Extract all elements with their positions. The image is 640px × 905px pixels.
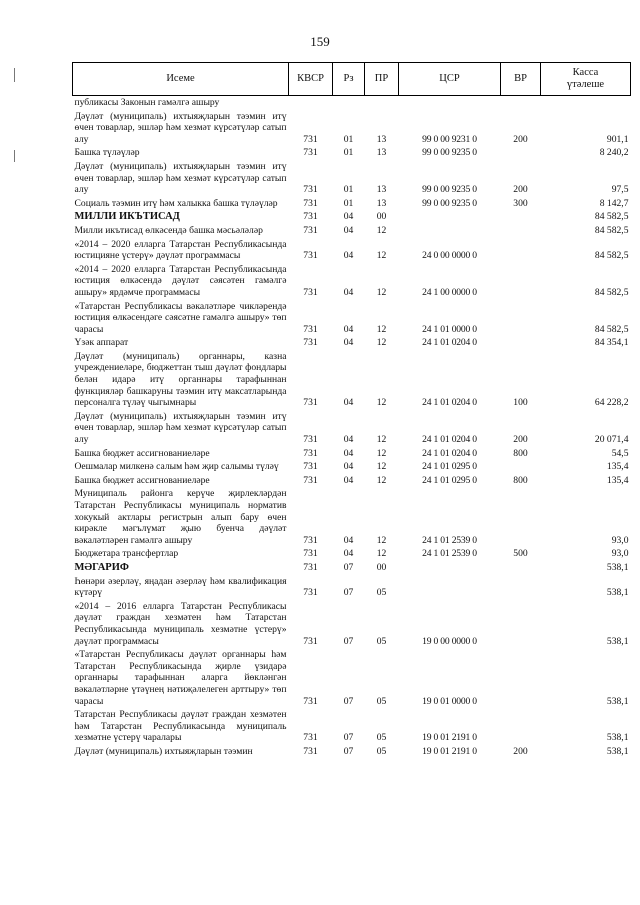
row-pr: 13 — [376, 133, 387, 145]
table-row — [73, 110, 631, 147]
row-name: Социаль тәэмин итү һәм халыкка башка түләүләр — [74, 197, 278, 209]
row-rz: 04 — [343, 434, 354, 446]
row-name: Һөнәри әзерләү, яңадан әзерләү һәм квалификация күтәрү — [74, 575, 287, 599]
row-kvsr: 731 — [303, 732, 318, 744]
row-name: «2014 – 2020 елларга Татарстан Республикасында юстиция өлкәсендә дәүләт сәясәтен гамәлгә ашыру» ярдәмче программасы — [74, 263, 287, 298]
row-kvsr: 731 — [303, 635, 318, 647]
row-pr: 12 — [376, 224, 387, 236]
row-vr: 800 — [513, 447, 528, 459]
row-amount: 901,1 — [606, 133, 629, 145]
row-pr: 12 — [376, 337, 387, 349]
row-rz: 04 — [343, 461, 354, 473]
table-row — [73, 336, 631, 350]
row-rz: 04 — [343, 447, 354, 459]
row-kvsr: 731 — [303, 434, 318, 446]
row-rz: 07 — [343, 695, 354, 707]
row-csr: 99 0 00 9235 0 — [422, 184, 477, 196]
row-pr: 12 — [376, 534, 387, 546]
col-header-amount-line1: Касса — [572, 67, 599, 79]
row-rz: 04 — [343, 211, 354, 223]
row-csr: 24 1 01 0204 0 — [422, 397, 477, 409]
col-header-vr: ВР — [501, 63, 541, 96]
row-kvsr: 731 — [303, 197, 318, 209]
row-kvsr: 731 — [303, 397, 318, 409]
row-rz: 04 — [343, 323, 354, 335]
row-csr: 19 0 01 0000 0 — [422, 695, 477, 707]
table-header-row — [73, 63, 631, 96]
row-kvsr: 731 — [303, 184, 318, 196]
row-kvsr: 731 — [303, 133, 318, 145]
col-header-amount-line2: үтәлеше — [566, 79, 605, 90]
row-kvsr: 731 — [303, 587, 318, 599]
row-pr: 12 — [376, 250, 387, 262]
row-vr: 200 — [513, 184, 528, 196]
row-amount: 538,1 — [606, 587, 629, 599]
table-row — [73, 238, 631, 263]
row-kvsr: 731 — [303, 224, 318, 236]
col-header-rz: Рз — [333, 63, 365, 96]
row-csr: 24 1 01 0000 0 — [422, 323, 477, 335]
row-csr: 99 0 00 9235 0 — [422, 147, 477, 159]
row-name: публикасы Законын гамәлгә ашыру — [74, 97, 220, 108]
row-csr: 24 1 01 2539 0 — [422, 548, 477, 560]
table-row — [73, 648, 631, 708]
budget-table — [72, 62, 631, 758]
row-name: МИЛЛИ ИКЪТИСАД — [74, 211, 180, 223]
row-name: Башка түләүләр — [74, 147, 140, 159]
row-vr — [501, 263, 541, 300]
table-row — [73, 447, 631, 461]
table-row — [73, 197, 631, 211]
row-name: Татарстан Республикасы дәүләт граждан хезмәтен һәм Татарстан Республикасында муниципаль хезмәтне үстерү чаралары — [74, 709, 287, 744]
row-name: Милли икътисад өлкәсендә башка мәсьәләләр — [74, 224, 263, 236]
row-csr — [399, 224, 501, 238]
table-row — [73, 487, 631, 547]
col-header-name: Исеме — [73, 63, 289, 96]
row-kvsr: 731 — [303, 250, 318, 262]
row-vr — [501, 96, 541, 110]
row-pr — [365, 96, 399, 110]
row-csr: 24 1 01 2539 0 — [422, 534, 477, 546]
row-csr: 24 0 00 0000 0 — [422, 250, 477, 262]
row-name: «2014 – 2020 елларга Татарстан Республикасында юстицияне үстерү» дәүләт программасы — [74, 238, 287, 262]
row-kvsr: 731 — [303, 211, 318, 223]
row-pr: 12 — [376, 323, 387, 335]
row-name: «Татарстан Республикасы дәүләт органнары һәм Татарстан Республикасында җирле үзидарә органнары тарафыннан аларга йөкләнгән вәкаләтләрне үтәүнең нәтиҗәлелеген арттыру» төп чарасы — [74, 649, 287, 707]
row-pr: 13 — [376, 197, 387, 209]
row-pr: 12 — [376, 474, 387, 486]
row-amount — [541, 96, 631, 110]
row-amount: 54,5 — [611, 447, 629, 459]
table-row — [73, 708, 631, 745]
row-rz: 01 — [343, 147, 354, 159]
row-csr: 19 0 01 2191 0 — [422, 745, 477, 757]
row-kvsr: 731 — [303, 548, 318, 560]
row-amount: 538,1 — [606, 732, 629, 744]
row-kvsr: 731 — [303, 534, 318, 546]
row-rz: 04 — [343, 474, 354, 486]
row-csr: 19 0 01 2191 0 — [422, 732, 477, 744]
table-row — [73, 547, 631, 561]
row-csr: 99 0 00 9235 0 — [422, 197, 477, 209]
row-rz: 04 — [343, 534, 354, 546]
row-vr: 300 — [513, 197, 528, 209]
row-amount: 538,1 — [606, 635, 629, 647]
row-vr — [501, 300, 541, 337]
row-amount: 84 582,5 — [594, 323, 629, 335]
row-vr: 100 — [513, 397, 528, 409]
row-csr: 99 0 00 9231 0 — [422, 133, 477, 145]
row-amount: 84 582,5 — [594, 286, 629, 298]
row-amount: 8 142,7 — [599, 197, 629, 209]
row-rz: 01 — [343, 184, 354, 196]
row-csr — [399, 575, 501, 600]
row-amount: 84 582,5 — [594, 211, 629, 223]
section-row — [73, 210, 631, 224]
row-rz: 07 — [343, 635, 354, 647]
table-row — [73, 410, 631, 447]
row-pr: 05 — [376, 745, 387, 757]
row-vr: 800 — [513, 474, 528, 486]
row-pr: 00 — [376, 211, 387, 223]
row-rz: 01 — [343, 197, 354, 209]
row-amount: 135,4 — [606, 461, 629, 473]
row-kvsr: 731 — [303, 461, 318, 473]
margin-mark — [14, 150, 15, 162]
col-header-amount — [541, 63, 631, 96]
row-amount: 64 228,2 — [594, 397, 629, 409]
row-amount: 97,5 — [611, 184, 629, 196]
row-name: Үзәк аппарат — [74, 337, 129, 349]
row-name: Башка бюджет ассигнованиеләре — [74, 474, 210, 486]
row-amount: 93,0 — [611, 534, 629, 546]
row-pr: 05 — [376, 587, 387, 599]
row-pr: 05 — [376, 732, 387, 744]
row-amount: 20 071,4 — [594, 434, 629, 446]
row-csr: 19 0 00 0000 0 — [422, 635, 477, 647]
row-csr: 24 1 01 0204 0 — [422, 337, 477, 349]
row-csr — [399, 210, 501, 224]
col-header-kvsr: КВСР — [289, 63, 333, 96]
row-vr — [501, 708, 541, 745]
row-rz: 07 — [343, 587, 354, 599]
row-pr: 13 — [376, 184, 387, 196]
row-amount: 135,4 — [606, 474, 629, 486]
row-rz: 04 — [343, 337, 354, 349]
table-row — [73, 600, 631, 648]
row-amount: 538,1 — [606, 561, 629, 573]
row-vr — [501, 238, 541, 263]
col-header-pr: ПР — [365, 63, 399, 96]
row-pr: 12 — [376, 447, 387, 459]
row-name: «2014 – 2016 елларга Татарстан Республикасы дәүләт граждан хезмәтен һәм Татарстан Республикасында муниципаль хезмәтне үстерү» дәүләт программасы — [74, 600, 287, 647]
table-row — [73, 474, 631, 488]
row-vr: 200 — [513, 133, 528, 145]
table-body — [73, 96, 631, 759]
row-kvsr: 731 — [303, 745, 318, 757]
row-name: Дәүләт (муниципаль) органнары, казна учреждениеләре, бюджеттан тыш дәүләт фондлары белән идарә итү органнары тарафыннан функцияләр башкаруны тәэмин итү максатларында персоналга түләү чыгымнары — [74, 350, 287, 409]
row-pr: 05 — [376, 635, 387, 647]
row-amount: 84 582,5 — [594, 250, 629, 262]
table-row — [73, 300, 631, 337]
row-amount: 93,0 — [611, 548, 629, 560]
row-vr — [501, 224, 541, 238]
row-csr: 24 1 00 0000 0 — [422, 286, 477, 298]
row-csr: 24 1 01 0204 0 — [422, 447, 477, 459]
row-rz: 07 — [343, 561, 354, 573]
row-pr: 00 — [376, 561, 387, 573]
table-row — [73, 160, 631, 197]
row-amount: 8 240,2 — [599, 147, 629, 159]
row-name: Дәүләт (муниципаль) ихтыяҗларын тәэмин итү өчен товарлар, эшләр һәм хезмәт күрсәтүләр сатып алу — [74, 410, 287, 446]
row-rz: 01 — [343, 133, 354, 145]
row-csr: 24 1 01 0295 0 — [422, 474, 477, 486]
row-vr — [501, 575, 541, 600]
row-amount: 84 582,5 — [594, 224, 629, 236]
row-amount: 84 354,1 — [594, 337, 629, 349]
row-name: МӘГАРИФ — [74, 561, 129, 573]
row-kvsr: 731 — [303, 323, 318, 335]
row-vr: 200 — [513, 434, 528, 446]
section-row — [73, 561, 631, 575]
row-csr: 24 1 01 0204 0 — [422, 434, 477, 446]
table-row — [73, 460, 631, 474]
row-csr — [399, 96, 501, 110]
row-name: Дәүләт (муниципаль) ихтыяҗларын тәэмин итү өчен товарлар, эшләр һәм хезмәт күрсәтүләр сатып алу — [74, 110, 287, 145]
row-pr: 12 — [376, 397, 387, 409]
row-amount: 538,1 — [606, 745, 629, 757]
row-rz: 04 — [343, 286, 354, 298]
row-kvsr: 731 — [303, 337, 318, 349]
row-kvsr: 731 — [303, 147, 318, 159]
row-kvsr: 731 — [303, 447, 318, 459]
table-row — [73, 224, 631, 238]
row-name: Оешмалар милкенә салым һәм җир салымы түләү — [74, 461, 279, 473]
row-name: Башка бюджет ассигнованиеләре — [74, 447, 210, 459]
page-number: 159 — [310, 34, 330, 49]
row-kvsr — [289, 96, 333, 110]
row-vr: 200 — [513, 745, 528, 757]
row-vr — [501, 210, 541, 224]
row-kvsr: 731 — [303, 286, 318, 298]
row-amount: 538,1 — [606, 695, 629, 707]
row-vr — [501, 600, 541, 648]
margin-mark — [14, 68, 15, 82]
row-kvsr: 731 — [303, 474, 318, 486]
row-name: Дәүләт (муниципаль) ихтыяҗларын тәэмин итү өчен товарлар, эшләр һәм хезмәт күрсәтүләр сатып алу — [74, 160, 287, 196]
row-name: Муниципаль районга керүче җирлекләрдән Татарстан Республикасы муниципаль норматив хокукый актлары регистрын алып бару өчен кирәкле мәгълүмат җыю буенча дәүләт вәкаләтләрен гамәлгә ашыру — [74, 488, 287, 546]
row-kvsr: 731 — [303, 561, 318, 573]
row-vr — [501, 487, 541, 547]
row-csr: 24 1 01 0295 0 — [422, 461, 477, 473]
row-vr — [501, 146, 541, 160]
row-name: «Татарстан Республикасы вәкаләтләре чикләрендә юстиция өлкәсендәге сәясәтне гамәлгә ашыру» төп чарасы — [74, 300, 287, 335]
table-row — [73, 146, 631, 160]
table-row — [73, 350, 631, 410]
row-pr: 13 — [376, 147, 387, 159]
table-row — [73, 575, 631, 600]
row-csr — [399, 561, 501, 575]
row-vr — [501, 460, 541, 474]
row-rz: 07 — [343, 745, 354, 757]
row-pr: 12 — [376, 286, 387, 298]
row-pr: 12 — [376, 461, 387, 473]
row-rz — [333, 96, 365, 110]
col-header-csr: ЦСР — [399, 63, 501, 96]
row-rz: 04 — [343, 397, 354, 409]
row-rz: 07 — [343, 732, 354, 744]
row-kvsr: 731 — [303, 695, 318, 707]
row-rz: 04 — [343, 250, 354, 262]
row-vr — [501, 648, 541, 708]
table-row — [73, 745, 631, 759]
row-pr: 05 — [376, 695, 387, 707]
row-vr: 500 — [513, 548, 528, 560]
row-vr — [501, 336, 541, 350]
row-vr — [501, 561, 541, 575]
table-row — [73, 263, 631, 300]
table-row — [73, 96, 631, 110]
row-name: Дәүләт (муниципаль) ихтыяҗларын тәэмин — [74, 745, 253, 757]
row-rz: 04 — [343, 548, 354, 560]
row-name: Бюджетара трансфертлар — [74, 548, 179, 560]
row-rz: 04 — [343, 224, 354, 236]
row-pr: 12 — [376, 434, 387, 446]
row-pr: 12 — [376, 548, 387, 560]
